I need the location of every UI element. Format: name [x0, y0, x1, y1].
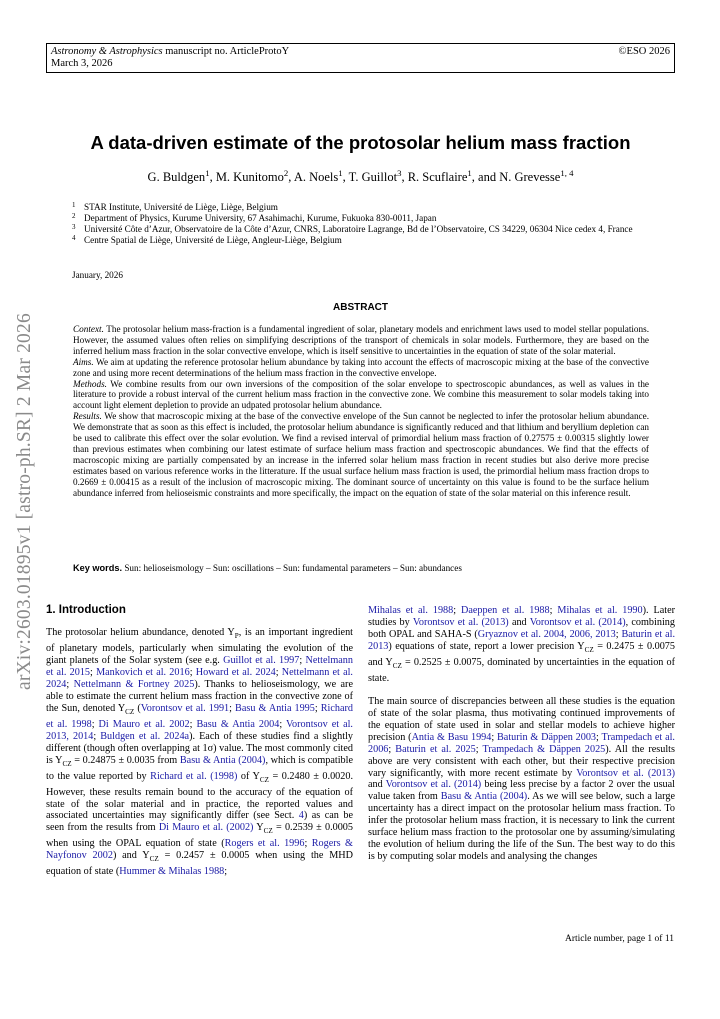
citation-link[interactable]: Rogers & Nayfonov 2002: [46, 838, 353, 862]
author: N. Grevesse: [499, 170, 561, 185]
citation-link[interactable]: Vorontsov et al. (2014): [529, 616, 626, 628]
citation-link[interactable]: Vorontsov et al. 1991: [140, 702, 230, 714]
context-label: Context.: [73, 324, 104, 334]
citation-link[interactable]: Guillot et al. 1997: [223, 654, 300, 666]
author: R. Scuflaire: [407, 170, 468, 185]
header-date: March 3, 2026: [51, 58, 113, 69]
author: G. Buldgen: [147, 170, 206, 185]
manuscript-id: manuscript no. ArticleProtoY: [162, 46, 290, 57]
arxiv-id: arXiv:2603.01895v1 [astro-ph.SR] 2 Mar 2026: [14, 313, 35, 690]
citation-link[interactable]: Vorontsov et al. 2013, 2014: [46, 718, 353, 742]
keywords-text: Sun: helioseismology – Sun: oscillations – Sun: fundamental parameters – Sun: abundances: [124, 563, 462, 573]
author-affil-mark: 1, 4: [560, 168, 574, 178]
affiliations: [72, 202, 672, 246]
page-footer: Article number, page 1 of 11: [564, 934, 674, 944]
abstract-context: [73, 324, 649, 357]
citation-link[interactable]: Richard et al. (1998): [150, 770, 238, 782]
citation-link[interactable]: Rogers et al. 1996: [224, 838, 305, 850]
citation-link[interactable]: Nettelmann et al. 2015: [46, 654, 353, 678]
abstract-heading: ABSTRACT: [333, 302, 388, 313]
citation-link[interactable]: Mihalas et al. 1990: [557, 605, 643, 616]
results-text: We show that macroscopic mixing at the base of the convective envelope of the Sun cannot be neglected to infer the protosolar helium abundance. We demonstrate that as soon as this effect is included, the protosolar helium abundance is significantly reduced and that lithium and beryllium depletion can be used to calibrate this effect over the solar evolution. We find a revised interval of primordial helium mass fraction of 0.27575 ± 0.00315 slightly lower than previous estimates when combining our latest estimate of surface helium mass fraction and spectroscopic abundances. We find that the effects of macroscopic mixing are partially compensated by an increase in the inferred solar helium mass fraction in recent studies but also derive more precise estimates based on various reference works in the litterature. If the usual surface helium mass fraction is used, the primordial helium mass fraction drops to 0.2669 ± 0.00415 as a result of the inclusion of macroscopic mixing. The dominant source of uncertainty on this value is found to be the surface helium abundance inferred from helioseismic constraints and more specifically, the impact on the equation of state of the solar material on this inference result.: [73, 411, 649, 498]
affil-number: 4: [72, 234, 76, 242]
intro-paragraph: Mihalas et al. 1988; Daeppen et al. 1988; Mihalas et al. 1990). Later studies by Vorontsov et al. (2013) and Vorontsov et al. (2014), combining both OPAL and SAHA-S (Gryaznov et al. 2004, 2006, 2013; Baturin et al. 2013) equations of state, report a lower precision $Y_{CZ} = 0.2475 \pm 0.0075$ and $Y_{CZ} = 0.2525 \pm 0.0075$, dominated by uncertainties in the equation of state.: [368, 605, 675, 684]
manuscript-line: [51, 46, 289, 58]
methods-text: We combine results from our own inversions of the composition of the solar envelope to spectroscopic abundances, as well as values in the literature to provide a robust interval of the current helium mass fraction in the convective zone. We combine this measurement to solar models taking into account light element depletion to provide an udpated protosolar helium abundance.: [73, 378, 649, 411]
body-column-left: [46, 627, 353, 878]
journal-name: Astronomy & Astrophysics: [51, 46, 163, 57]
affil-text: Centre Spatial de Liège, Université de Liège, Angleur-Liège, Belgium: [84, 235, 342, 245]
citation-link[interactable]: Basu & Antia 2004: [196, 718, 280, 730]
author-affil-mark: 1: [205, 168, 210, 178]
citation-link[interactable]: Gryaznov et al. 2004, 2006, 2013: [477, 628, 616, 640]
citation-link[interactable]: Baturin & Däppen 2003: [497, 731, 597, 743]
citation-link[interactable]: Daeppen et al. 1988: [461, 605, 550, 616]
affil-text: STAR Institute, Université de Liège, Liège, Belgium: [84, 202, 278, 212]
section-heading: 1. Introduction: [46, 604, 126, 616]
citation-link[interactable]: Vorontsov et al. (2013): [412, 616, 509, 628]
affil-text: Université Côte d’Azur, Observatoire de la Côte d’Azur, CNRS, Laboratoire Lagrange, Bd de l’Observatoire, CS 34229, 06304 Nice cedex 4, France: [84, 224, 633, 234]
affil-number: 3: [72, 223, 76, 231]
citation-link[interactable]: Trampedach & Däppen 2025: [482, 743, 606, 755]
citation-link[interactable]: Baturin et al. 2013: [368, 628, 675, 652]
affiliation: [72, 213, 672, 224]
abstract-results: [73, 411, 649, 498]
affil-number: 2: [72, 212, 76, 220]
abstract-methods: [73, 379, 649, 412]
intro-paragraph: The protosolar helium abundance, denoted $Y_P$, is an important ingredient of planetary models, particularly when simulating the evolution of the giant planets of the Solar system (see e.g. Guillot et al. 1997; Nettelmann et al. 2015; Mankovich et al. 2016; Howard et al. 2024; Nettelmann et al. 2024; Nettelmann & Fortney 2025). Thanks to helioseismology, we are able to estimate the current helium mass fraction in the convective zone of the Sun, denoted $Y_{CZ}$ (Vorontsov et al. 1991; Basu & Antia 1995; Richard et al. 1998; Di Mauro et al. 2002; Basu & Antia 2004; Vorontsov et al. 2013, 2014; Buldgen et al. 2024a). Each of these studies find a slightly different (though often overlapping at 1σ) value. The most commonly cited is $Y_{CZ} = 0.24875 \pm 0.0035$ from Basu & Antia (2004), which is compatible to the value reported by Richard et al. (1998) of $Y_{CZ} = 0.2480 \pm 0.0020$. However, these results remain bound to the accuracy of the equation of state of the solar material and in practice, the reported values and associated uncertainties may significantly differ (see Sect. 4) as can be seen from the results from Di Mauro et al. (2002) $Y_{CZ} = 0.2539 \pm 0.0005$ when using the OPAL equation of state (Rogers et al. 1996; Rogers & Nayfonov 2002) and $Y_{CZ} = 0.2457 \pm 0.0005$ when using the MHD equation of state (Hummer & Mihalas 1988;: [46, 627, 353, 878]
citation-link[interactable]: Buldgen et al. 2024a: [100, 730, 190, 742]
keywords: [73, 563, 649, 574]
section-link[interactable]: 4: [298, 810, 304, 822]
citation-link[interactable]: Richard et al. 1998: [46, 702, 353, 730]
received-date: January, 2026: [72, 270, 123, 280]
citation-link[interactable]: Basu & Antia (2004): [179, 754, 266, 766]
context-text: The protosolar helium mass-fraction is a fundamental ingredient of solar, planetary models and enrichment laws used to model stellar populations. However, the assumed values often relies on simplifying descriptions of the transport of chemicals in solar models. Furthermore, they are based on the inferred helium mass fraction in the solar convective envelope, which is itself sensitive to uncertainties in the equation of state of the solar material.: [73, 324, 649, 356]
citation-link[interactable]: Basu & Antia (2004): [440, 791, 528, 803]
affiliation: [72, 235, 672, 246]
citation-link[interactable]: Mankovich et al. 2016: [96, 666, 190, 678]
affiliation: [72, 224, 672, 235]
abstract-aims: [73, 357, 649, 379]
citation-link[interactable]: Di Mauro et al. (2002): [158, 822, 254, 834]
header-left: [51, 46, 289, 70]
author-affil-mark: 2: [283, 168, 289, 178]
abstract-body: [73, 324, 649, 499]
affil-number: 1: [72, 201, 76, 209]
keywords-label: Key words.: [73, 563, 123, 573]
aims-text: We aim at updating the reference protosolar helium abundance by taking into account the effects of macroscopic mixing at the base of the convective zone and using more recent determinations of the helium mass fraction in the convective envelope.: [73, 356, 649, 378]
author-list: G. Buldgen$^1$, M. Kunitomo$^2$, A. Noels$^1$, T. Guillot$^3$, R. Scuflaire$^1$, and N. Grevesse$^{1, 4}$: [147, 168, 574, 185]
citation-link[interactable]: Nettelmann et al. 2024: [46, 666, 353, 690]
paper-title: A data-driven estimate of the protosolar helium mass fraction: [90, 132, 631, 153]
affil-text: Department of Physics, Kurume University, 67 Asahimachi, Kurume, Fukuoka 830-0011, Japan: [84, 213, 437, 223]
body-column-right: [368, 605, 675, 863]
aims-label: Aims.: [73, 356, 94, 367]
citation-link[interactable]: Vorontsov et al. (2014): [385, 779, 482, 791]
citation-link[interactable]: Mihalas et al. 1988: [368, 605, 454, 616]
author: M. Kunitomo: [215, 170, 284, 185]
intro-paragraph: The main source of discrepancies between all these studies is the equation of state of the solar plasma, thus motivating continued improvements of the equation of state used in solar and stellar models to achieve higher precision (Antia & Basu 1994; Baturin & Däppen 2003; Trampedach et al. 2006; Baturin et al. 2025; Trampedach & Däppen 2025). All the results above are very consistent with each other, but their respective precision vary significantly, with more recent estimate by Vorontsov et al. (2013) and Vorontsov et al. (2014) being less precise by a factor 2 over the usual value taken from Basu & Antia (2004). As we will see below, such a large uncertainty has a direct impact on the protosolar helium mass fraction. To infer the protosolar helium mass fraction, it is necessary to link the current surface helium mass fraction to the protosolar one by assuming/simulating the evolution of helium during the life of the Sun. The best way to do this is by computing solar models and analysing the changes: [368, 695, 675, 863]
methods-label: Methods.: [73, 378, 107, 389]
author: A. Noels: [293, 170, 339, 185]
citation-link[interactable]: Baturin et al. 2025: [395, 743, 476, 755]
author-affil-mark: 1: [338, 168, 343, 178]
citation-link[interactable]: Antia & Basu 1994: [411, 731, 492, 743]
author-affil-mark: 1: [467, 168, 472, 178]
journal-header: [46, 43, 675, 73]
citation-link[interactable]: Di Mauro et al. 2002: [98, 718, 190, 730]
affiliation: [72, 202, 672, 213]
citation-link[interactable]: Howard et al. 2024: [195, 666, 276, 678]
citation-link[interactable]: Hummer & Mihalas 1988: [119, 866, 225, 878]
citation-link[interactable]: Nettelmann & Fortney 2025: [73, 678, 195, 690]
copyright: ©ESO 2026: [618, 46, 670, 57]
citation-link[interactable]: Vorontsov et al. (2013): [576, 767, 675, 779]
citation-link[interactable]: Basu & Antia 1995: [235, 702, 315, 714]
author-affil-mark: 3: [397, 168, 402, 178]
author: T. Guillot: [348, 170, 398, 185]
citation-link[interactable]: Trampedach et al. 2006: [368, 731, 675, 755]
arxiv-stamp: [14, 313, 48, 720]
results-label: Results.: [73, 411, 102, 422]
